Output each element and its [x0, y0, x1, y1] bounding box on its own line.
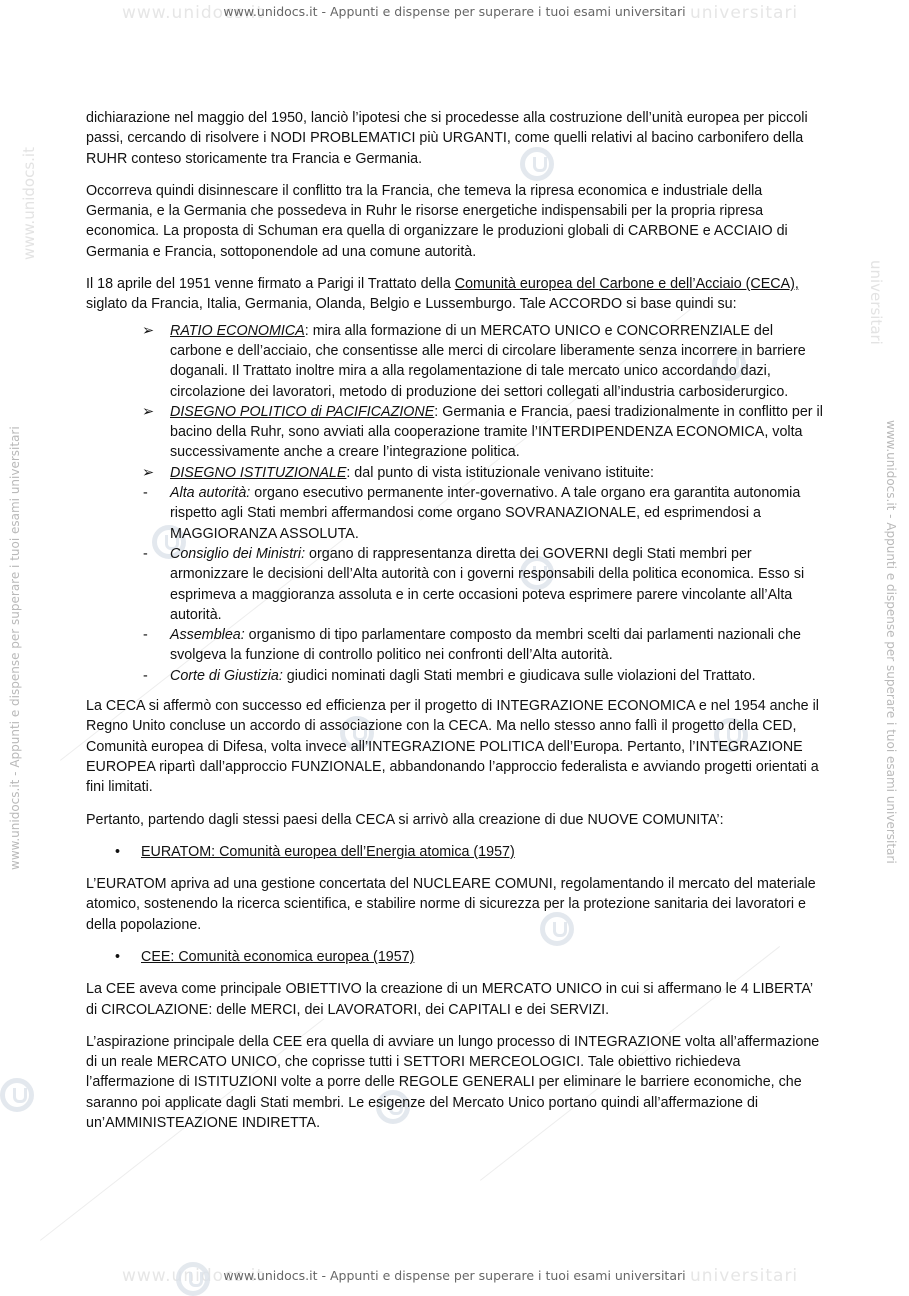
round-bullet-icon: •: [115, 948, 121, 965]
list-item: [86, 463, 826, 483]
ceca-features-list: [86, 321, 826, 686]
ghost-watermark-header-right: universitari: [690, 3, 799, 23]
side-watermark-left-ghost: www.unidocs.it: [20, 147, 38, 260]
list-item-text: : Germania e Francia, paesi tradizionalmente in conflitto per il bacino della Ruhr, sono avviati alla cooperazione tramite l’INTERDIPENDENZA ECONOMICA, volta successivamente anche a creare l’integrazione politica.: [170, 403, 823, 461]
dash-bullet-icon: -: [143, 667, 148, 684]
ghost-watermark-footer-left: www.unidocs.it: [122, 1266, 265, 1286]
arrow-bullet-icon: ➢: [142, 403, 154, 420]
paragraph: dichiarazione nel maggio del 1950, lanciò l’ipotesi che si procedesse alla costruzione dell’unità europea per piccoli passi, cercando di risolvere i NODI PROBLEMATICI più URGANTI, come quelli relativi al bacino carbonifero della RUHR conteso storicamente tra Francia e Germania.: [86, 110, 808, 167]
paragraph: L’aspirazione principale della CEE era quella di avviare un lungo processo di INTEGRAZIONE volta all’affermazione di un reale MERCATO UNICO, che coprisse tutti i SETTORI MERCEOLOGICI. Tale obiettivo richiedeva l’affermazione di ISTITUZIONI volte a porre delle REGOLE GENERALI per eliminare le barriere economiche, che saranno poi applicate dagli Stati membri. Le esigenze del Mercato Unico portano quindi all’affermazione di un’AMMINISTEAZIONE INDIRETTA.: [86, 1033, 820, 1132]
list-item: [86, 544, 826, 625]
paragraph: La CEE aveva come principale OBIETTIVO la creazione di un MERCATO UNICO in cui si affermano le 4 LIBERTA’ di CIRCOLAZIONE: delle MERCI, dei LAVORATORI, dei CAPITALI e dei SERVIZI.: [86, 981, 813, 1018]
document-body: [86, 108, 826, 1145]
list-item-term: Alta autorità:: [170, 485, 251, 502]
list-item: [86, 321, 826, 402]
side-watermark-right: www.unidocs.it - Appunti e dispense per superare i tuoi esami universitari: [884, 420, 898, 864]
ghost-watermark-footer-right: universitari: [690, 1266, 799, 1286]
list-item-term: Consiglio dei Ministri:: [170, 545, 306, 562]
header-watermark-link[interactable]: www.unidocs.it - Appunti e dispense per superare i tuoi esami universitari: [223, 4, 686, 19]
paragraph-text: Il 18 aprile del 1951 venne firmato a Parigi il Trattato della: [86, 276, 455, 293]
ceca-treaty-title: Comunità europea del Carbone e dell’Acciaio (CECA),: [454, 276, 799, 293]
arrow-bullet-icon: ➢: [142, 322, 154, 339]
dash-bullet-icon: -: [143, 627, 148, 644]
dash-bullet-icon: -: [143, 545, 148, 562]
side-watermark-right-ghost: universitari: [867, 260, 885, 345]
paragraph: L’EURATOM apriva ad una gestione concertata del NUCLEARE COMUNI, regolamentando il mercato del materiale atomico, sostenendo la ricerca scientifica, e stabilire norme di sicurezza per la protezione sanitaria dei lavoratori e della popolazione.: [86, 876, 816, 933]
paragraph: La CECA si affermò con successo ed efficienza per il progetto di INTEGRAZIONE ECONOMICA e nel 1954 anche il Regno Unito concluse un accordo di associazione con la CECA. Ma nello stesso anno fallì il progetto della CED, Comunità europea di Difesa, volta invece all’INTEGRAZIONE POLITICA dell’Europa. Pertanto, l’INTEGRAZIONE EUROPEA ripartì dall’approccio FUNZIONALE, abbandonando l’approccio federalista e avviando progetti orientati a fini limitati.: [86, 698, 819, 796]
ghost-watermark-header-left: www.unidocs.it: [122, 3, 265, 23]
list-item-term: Corte di Giustizia:: [170, 667, 283, 684]
list-item: [86, 666, 826, 686]
list-item-text: organo di rappresentanza diretta dei GOVERNI degli Stati membri per armonizzare le decisioni dell’Alta autorità con i governi responsabili della politica economica. Esso si esprimeva a maggioranza assoluta e in certe occasioni poteva esprimere parere vincolante all’Alta autorità.: [170, 545, 805, 623]
paragraph: [86, 274, 826, 315]
list-item-text: organismo di tipo parlamentare composto da membri scelti dai parlamenti nazionali che svolgeva la funzione di controllo politico nei confronti dell’Alta autorità.: [170, 627, 801, 664]
list-item: [86, 483, 826, 544]
paragraph: Pertanto, partendo dagli stessi paesi della CECA si arrivò alla creazione di due NUOVE COMUNITA’:: [86, 811, 724, 828]
side-watermark-left: www.unidocs.it - Appunti e dispense per superare i tuoi esami universitari: [8, 426, 22, 870]
round-bullet-icon: •: [115, 843, 121, 860]
list-item-term: RATIO ECONOMICA: [170, 322, 305, 339]
list-item: [86, 625, 826, 666]
list-item-text: organo esecutivo permanente inter-governativo. A tale organo era garantita autonomia rispetto agli Stati membri affermandosi come organo SOVRANAZIONALE, ed esprimendosi a MAGGIORANZA ASSOLUTA.: [170, 485, 801, 542]
footer-watermark-link[interactable]: www.unidocs.it - Appunti e dispense per superare i tuoi esami universitari: [223, 1268, 686, 1283]
list-item-term: DISEGNO POLITICO di PACIFICAZIONE: [170, 403, 435, 420]
community-heading-euratom: [86, 842, 826, 862]
list-item-term: Assemblea:: [170, 627, 245, 644]
list-item: [86, 402, 826, 463]
list-item-text: : dal punto di vista istituzionale venivano istituite:: [346, 464, 654, 481]
paragraph: Occorreva quindi disinnescare il conflitto tra la Francia, che temeva la ripresa economica e industriale della Germania, e la Germania che possedeva in Ruhr le risorse energetiche indispensabili per la propria ripresa economica. La proposta di Schuman era quella di organizzare le produzioni globali di CARBONE e ACCIAIO di Germania e Francia, sottoponendole ad una comune autorità.: [86, 182, 788, 260]
community-title: EURATOM: Comunità europea dell’Energia atomica (1957): [141, 843, 515, 860]
arrow-bullet-icon: ➢: [142, 464, 154, 481]
list-item-term: DISEGNO ISTITUZIONALE: [170, 464, 347, 481]
list-item-text: : mira alla formazione di un MERCATO UNICO e CONCORRENZIALE del carbone e dell’acciaio, che consentisse alle merci di circolare liberamente senza incorrere in barriere doganali. Il Trattato inoltre mira a alla regolamentazione di tale mercato unico accordando dazi, circolazione dei lavoratori, metodo di produzione dei settori collegati all’industria carbosiderurgico.: [170, 322, 806, 400]
dash-bullet-icon: -: [143, 485, 148, 502]
community-heading-cee: [86, 947, 826, 967]
paragraph-text: siglato da Francia, Italia, Germania, Olanda, Belgio e Lussemburgo. Tale ACCORDO si base quindi su:: [86, 296, 737, 313]
community-title: CEE: Comunità economica europea (1957): [141, 948, 415, 965]
list-item-text: giudici nominati dagli Stati membri e giudicava sulle violazioni del Trattato.: [282, 667, 756, 684]
unidocs-logo-icon: [0, 1078, 34, 1112]
